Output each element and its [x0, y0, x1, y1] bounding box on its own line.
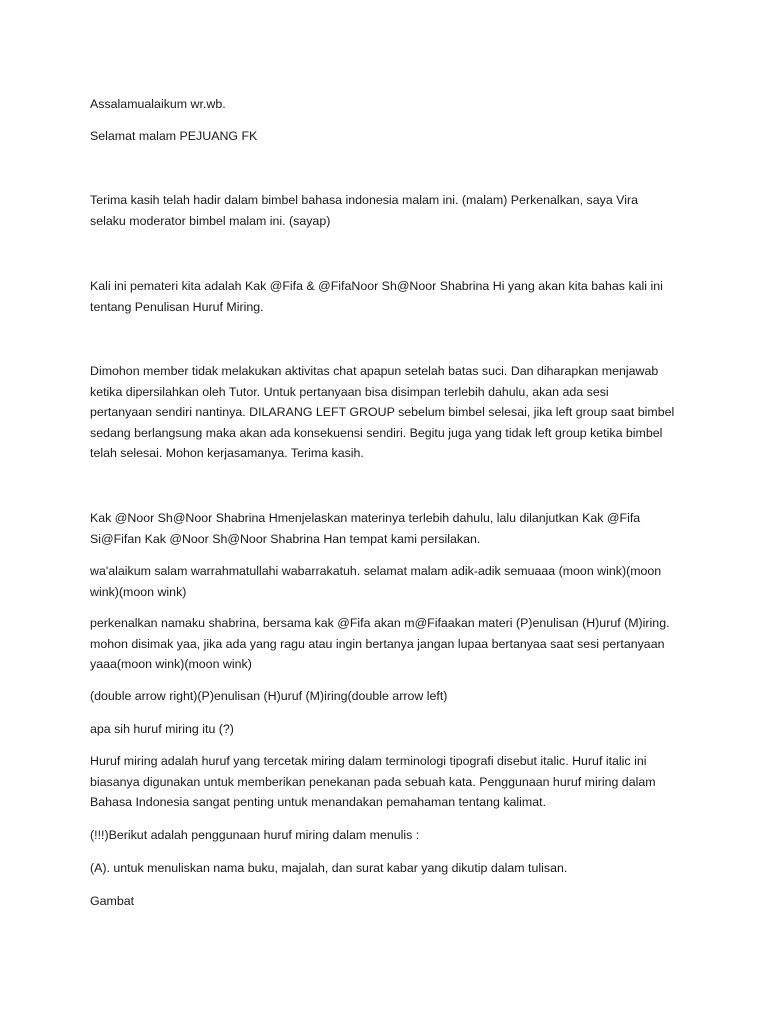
text-line: Kali ini pemateri kita adalah Kak @Fifa & @FifaNoor Sh@Noor Shabrina Hi yang akan kita bahas kali ini — [90, 279, 663, 293]
text-line: yaaa(moon wink)(moon wink) — [90, 657, 252, 671]
text-line: Selamat malam PEJUANG FK — [90, 129, 258, 143]
speaker-intro — [90, 276, 690, 317]
text-line: Kak @Noor Sh@Noor Shabrina Hmenjelaskan materinya terlebih dahulu, lalu dilanjutkan Kak @Fifa — [90, 511, 641, 525]
question-line — [90, 719, 690, 740]
handover-line — [90, 508, 690, 549]
text-line: Gambat — [90, 894, 135, 908]
text-line: sedang berlangsung maka akan ada konsekuensi sendiri. Begitu juga yang tidak left group ketika bimbel — [90, 425, 663, 440]
topic-heading — [90, 686, 690, 707]
text-line: wink)(moon wink) — [90, 584, 187, 599]
text-line: telah selesai. Mohon kerjasamanya. Terima kasih. — [90, 446, 364, 460]
text-line: biasanya digunakan untuk memberikan penekanan pada sebuah kata. Penggunaan huruf miring dalam — [90, 774, 656, 789]
text-line: Si@Fifan Kak @Noor Sh@Noor Shabrina Han tempat kami persilakan. — [90, 531, 481, 546]
trailing-word — [90, 891, 690, 912]
definition-paragraph — [90, 751, 690, 813]
usage-heading — [90, 825, 690, 846]
greeting — [90, 94, 690, 115]
text-line: Bahasa Indonesia sangat penting untuk menandakan pemahaman tentang kalimat. — [90, 795, 547, 809]
text-line: (double arrow right)(P)enulisan (H)uruf (M)iring(double arrow left) — [90, 689, 448, 703]
text-line: perkenalkan namaku shabrina, bersama kak @Fifa akan m@Fifaakan materi (P)enulisan (H)uruf (M)iring. — [90, 616, 670, 630]
opening-line — [90, 126, 690, 147]
text-line: tentang Penulisan Huruf Miring. — [90, 299, 264, 314]
group-rules — [90, 361, 690, 464]
presenter-intro — [90, 613, 690, 675]
text-line: (A). untuk menuliskan nama buku, majalah, dan surat kabar yang dikutip dalam tulisan. — [90, 861, 568, 875]
text-line: Terima kasih telah hadir dalam bimbel bahasa indonesia malam ini. (malam) Perkenalkan, saya Vira — [90, 193, 638, 207]
text-line: Dimohon member tidak melakukan aktivitas chat apapun setelah batas suci. Dan diharapkan menjawab — [90, 364, 659, 378]
reply-greeting — [90, 561, 690, 602]
text-line: mohon disimak yaa, jika ada yang ragu atau ingin bertanya jangan lupaa bertanyaa saat sesi pertanyaan — [90, 636, 665, 651]
text-line: (!!!)Berikut adalah penggunaan huruf miring dalam menulis : — [90, 828, 420, 842]
moderator-intro — [90, 190, 690, 231]
text-line: ketika dipersilahkan oleh Tutor. Untuk pertanyaan bisa disimpan terlebih dahulu, akan ada sesi — [90, 384, 609, 399]
text-line: Huruf miring adalah huruf yang tercetak miring dalam terminologi tipografi disebut italic. Huruf italic ini — [90, 754, 647, 768]
text-line: wa'alaikum salam warrahmatullahi wabarrakatuh. selamat malam adik-adik semuaaa (moon wink)(moon — [90, 564, 662, 578]
text-line: apa sih huruf miring itu (?) — [90, 722, 234, 736]
text-line: Assalamualaikum wr.wb. — [90, 97, 226, 111]
usage-item-a — [90, 858, 690, 879]
text-line: selaku moderator bimbel malam ini. (sayap) — [90, 213, 331, 228]
text-line: pertanyaan sendiri nantinya. DILARANG LEFT GROUP sebelum bimbel selesai, jika left group saat bimbel — [90, 405, 675, 419]
